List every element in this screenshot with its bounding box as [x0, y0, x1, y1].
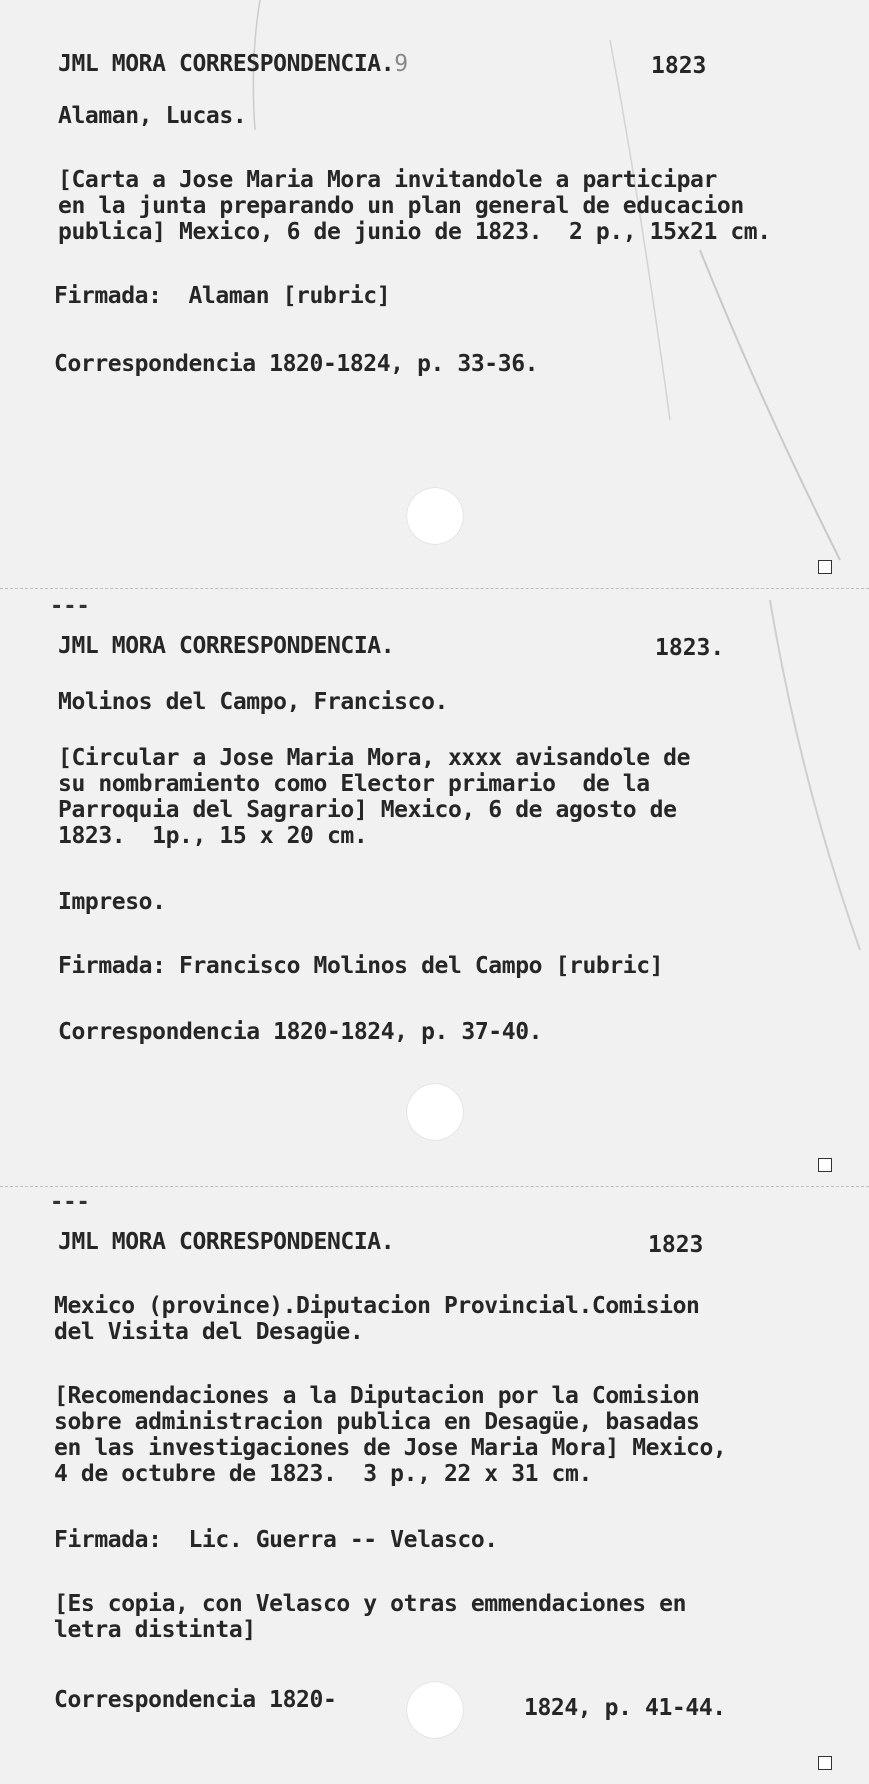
- card-3-punch-hole: [407, 1682, 463, 1738]
- card-2-header: JML MORA CORRESPONDENCIA.: [58, 633, 395, 659]
- card-1-author: Alaman, Lucas.: [58, 103, 247, 129]
- card-3-note-line-2: letra distinta]: [54, 1617, 256, 1643]
- card-3-note-line-1: [Es copia, con Velasco y otras emmendaciones en: [54, 1591, 687, 1617]
- card-2-description-line-1: [Circular a Jose Maria Mora, xxxx avisandole de: [58, 745, 691, 771]
- card-separator-1: [0, 588, 869, 589]
- card-1-header: [58, 50, 408, 78]
- card-3-reference-part-1: Correspondencia 1820-: [54, 1687, 337, 1713]
- catalog-card-1: [0, 0, 869, 594]
- card-1-header-text: JML MORA CORRESPONDENCIA.: [58, 51, 395, 77]
- card-3-year: 1823: [648, 1232, 704, 1258]
- card-3-header: JML MORA CORRESPONDENCIA.: [58, 1229, 395, 1255]
- card-2-punch-hole: [407, 1084, 463, 1140]
- card-2-author: Molinos del Campo, Francisco.: [58, 689, 448, 715]
- card-3-description-line-3: en las investigaciones de Jose Maria Mora] Mexico,: [54, 1435, 727, 1461]
- card-1-header-suffix: 9: [394, 51, 408, 77]
- card-2-description-line-3: Parroquia del Sagrario] Mexico, 6 de agosto de: [58, 797, 677, 823]
- card-1-description-line-1: [Carta a Jose Maria Mora invitandole a participar: [58, 167, 717, 193]
- card-1-signed: Firmada: Alaman [rubric]: [54, 283, 391, 309]
- card-3-corner-box: [818, 1756, 832, 1770]
- card-1-punch-hole: [407, 488, 463, 544]
- card-3-author-line-2: del Visita del Desagüe.: [54, 1319, 364, 1345]
- card-2-description-line-4: 1823. 1p., 15 x 20 cm.: [58, 823, 368, 849]
- card-3-description-line-4: 4 de octubre de 1823. 3 p., 22 x 31 cm.: [54, 1461, 592, 1487]
- card-1-reference: Correspondencia 1820-1824, p. 33-36.: [54, 351, 539, 377]
- card-2-separator-mark: ---: [50, 594, 90, 619]
- card-3-separator-mark: ---: [50, 1190, 90, 1215]
- card-2-reference: Correspondencia 1820-1824, p. 37-40.: [58, 1019, 543, 1045]
- card-3-description-line-1: [Recomendaciones a la Diputacion por la Comision: [54, 1383, 700, 1409]
- card-separator-2: [0, 1186, 869, 1187]
- card-2-corner-box: [818, 1158, 832, 1172]
- card-2-signed: Firmada: Francisco Molinos del Campo [rubric]: [58, 953, 664, 979]
- card-2-note: Impreso.: [58, 889, 166, 915]
- card-3-author-line-1: Mexico (province).Diputacion Provincial.Comision: [54, 1293, 700, 1319]
- card-2-description-line-2: su nombramiento como Elector primario de la: [58, 771, 650, 797]
- catalog-card-2: [0, 594, 869, 1190]
- card-1-description-line-3: publica] Mexico, 6 de junio de 1823. 2 p., 15x21 cm.: [58, 219, 771, 245]
- catalog-card-3: [0, 1190, 869, 1784]
- card-2-year: 1823.: [655, 635, 725, 661]
- card-1-year: 1823: [651, 53, 707, 79]
- card-1-description-line-2: en la junta preparando un plan general de educacion: [58, 193, 744, 219]
- card-3-description-line-2: sobre administracion publica en Desagüe, basadas: [54, 1409, 700, 1435]
- card-1-corner-box: [818, 560, 832, 574]
- card-3-signed: Firmada: Lic. Guerra -- Velasco.: [54, 1527, 498, 1553]
- card-3-reference-part-2: 1824, p. 41-44.: [524, 1695, 726, 1721]
